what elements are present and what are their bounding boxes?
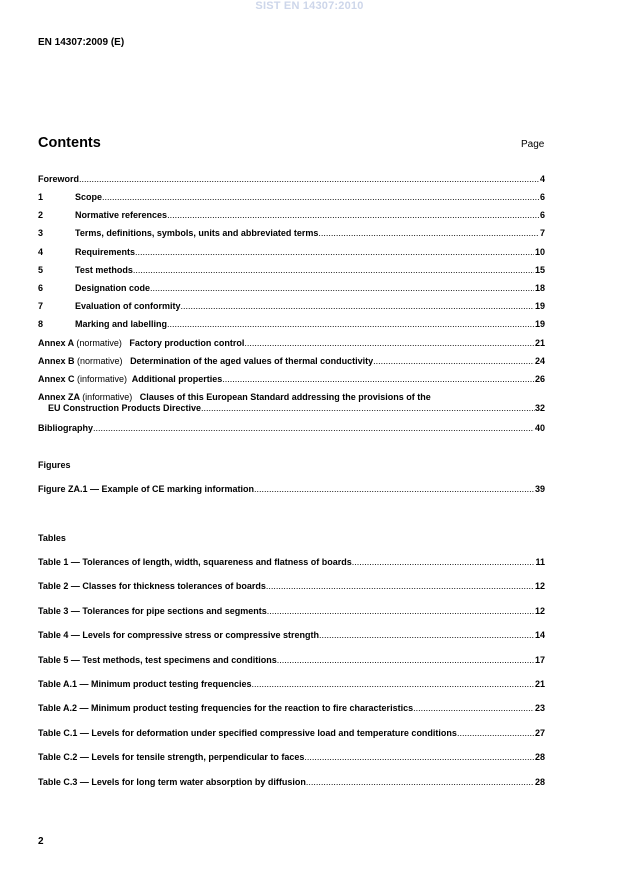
document-id: EN 14307:2009 (E) <box>38 37 125 48</box>
table-entry-page: 21 <box>534 679 545 689</box>
toc-entry-page: 26 <box>534 374 545 384</box>
figure-entry-page: 39 <box>534 484 545 494</box>
table-entry[interactable] <box>38 728 545 739</box>
table-entry-text: Table C.2 — Levels for tensile strength, perpendicular to faces <box>38 752 305 762</box>
toc-entry-page: 6 <box>539 210 545 220</box>
page-column-label: Page <box>521 139 545 150</box>
table-entry[interactable] <box>38 777 545 788</box>
table-entry[interactable] <box>38 703 545 714</box>
toc-entry-text-line2: EU Construction Products Directive <box>48 403 202 413</box>
toc-entry-page: 21 <box>534 338 545 348</box>
table-entry-page: 23 <box>534 703 545 713</box>
toc-entry-clause-6[interactable] <box>38 283 545 294</box>
toc-annex-type: (normative) <box>77 356 123 366</box>
tables-heading: Tables <box>38 533 66 543</box>
table-entry-page: 11 <box>535 557 545 567</box>
table-entry-page: 27 <box>534 728 545 738</box>
figures-heading: Figures <box>38 460 71 470</box>
toc-entry-bibliography[interactable] <box>38 423 545 434</box>
table-entry-text: Table A.2 — Minimum product testing frequencies for the reaction to fire characteristics <box>38 703 414 713</box>
toc-entry-text: Normative references <box>75 210 168 220</box>
toc-entry-text: Designation code <box>75 283 151 293</box>
table-entry-text: Table 2 — Classes for thickness tolerances of boards <box>38 581 266 591</box>
page-number: 2 <box>38 836 44 847</box>
table-entry[interactable] <box>38 606 545 617</box>
toc-entry-foreword[interactable] <box>38 174 545 185</box>
figure-entry-text: Figure ZA.1 — Example of CE marking information <box>38 484 255 494</box>
table-entry-text: Table 1 — Tolerances of length, width, squareness and flatness of boards <box>38 557 352 567</box>
toc-entry-annex-b[interactable] <box>38 356 545 367</box>
figure-entry[interactable] <box>38 484 545 495</box>
table-entry[interactable] <box>38 630 545 641</box>
table-entry-page: 14 <box>534 630 545 640</box>
table-entry-page: 28 <box>534 777 545 787</box>
toc-entry-number: 8 <box>38 319 44 329</box>
toc-entry-clause-8[interactable] <box>38 319 545 330</box>
toc-entry-number: 3 <box>38 228 44 238</box>
toc-entry-page: 4 <box>539 174 545 184</box>
toc-entry-page: 10 <box>534 247 545 257</box>
toc-entry-text: Determination of the aged values of thermal conductivity <box>130 356 374 366</box>
toc-entry-number: 6 <box>38 283 44 293</box>
watermark-text: SIST EN 14307:2010 <box>255 0 364 12</box>
table-entry-text: Table C.3 — Levels for long term water absorption by diffusion <box>38 777 306 787</box>
toc-annex-label: Annex ZA <box>38 392 80 402</box>
toc-entry-number: 5 <box>38 265 44 275</box>
toc-entry-annex-c[interactable] <box>38 374 545 385</box>
table-entry-text: Table 5 — Test methods, test specimens and conditions <box>38 655 277 665</box>
toc-entry-text: Factory production control <box>129 338 245 348</box>
toc-entry-clause-2[interactable] <box>38 210 545 221</box>
toc-entry-page: 15 <box>534 265 545 275</box>
toc-entry-page: 24 <box>534 356 545 366</box>
toc-entry-text: Additional properties <box>131 374 223 384</box>
toc-entry-page: 18 <box>534 283 545 293</box>
table-entry-text: Table C.1 — Levels for deformation under specified compressive load and temperature conditions <box>38 728 457 738</box>
toc-annex-label: Annex A <box>38 338 74 348</box>
toc-entry-text: Terms, definitions, symbols, units and abbreviated terms <box>75 228 319 238</box>
toc-entry-page: 40 <box>534 423 545 433</box>
toc-entry-page: 19 <box>534 301 545 311</box>
toc-entry-number: 1 <box>38 192 44 202</box>
page-title: Contents <box>38 135 101 151</box>
toc-entry-text: Foreword <box>38 174 80 184</box>
table-entry-text: Table 3 — Tolerances for pipe sections and segments <box>38 606 267 616</box>
toc-entry-number: 7 <box>38 301 44 311</box>
toc-entry-clause-4[interactable] <box>38 247 545 258</box>
table-entry-page: 28 <box>534 752 545 762</box>
table-entry-page: 12 <box>534 581 545 591</box>
toc-entry-number: 4 <box>38 247 44 257</box>
toc-annex-type: (informative) <box>82 392 133 402</box>
toc-entry-page: 19 <box>534 319 545 329</box>
toc-entry-text: Bibliography <box>38 423 94 433</box>
toc-annex-type: (informative) <box>77 374 128 384</box>
toc-entry-page: 32 <box>534 403 545 413</box>
table-entry-page: 17 <box>534 655 545 665</box>
table-entry[interactable] <box>38 679 545 690</box>
toc-entry-text: Scope <box>75 192 103 202</box>
toc-entry-clause-1[interactable] <box>38 192 545 203</box>
toc-entry-text-line1: Clauses of this European Standard addressing the provisions of the <box>139 392 431 402</box>
toc-annex-label: Annex B <box>38 356 75 366</box>
toc-entry-number: 2 <box>38 210 44 220</box>
toc-entry-clause-7[interactable] <box>38 301 545 312</box>
toc-annex-type: (normative) <box>76 338 122 348</box>
toc-entry-page: 6 <box>539 192 545 202</box>
toc-entry-text: Test methods <box>75 265 133 275</box>
toc-annex-label: Annex C <box>38 374 75 384</box>
toc-entry-annex-za[interactable] <box>38 392 545 414</box>
table-entry-text: Table 4 — Levels for compressive stress or compressive strength <box>38 630 319 640</box>
table-entry-text: Table A.1 — Minimum product testing frequencies <box>38 679 252 689</box>
toc-entry-text: Marking and labelling <box>75 319 168 329</box>
table-entry-page: 12 <box>534 606 545 616</box>
toc-entry-text: Requirements <box>75 247 136 257</box>
toc-entry-clause-5[interactable] <box>38 265 545 276</box>
toc-entry-clause-3[interactable] <box>38 228 545 239</box>
table-entry[interactable] <box>38 581 545 592</box>
table-entry[interactable] <box>38 655 545 666</box>
table-entry[interactable] <box>38 557 545 568</box>
toc-entry-annex-a[interactable] <box>38 338 545 349</box>
toc-entry-text: Evaluation of conformity <box>75 301 181 311</box>
toc-entry-page: 7 <box>539 228 545 238</box>
table-entry[interactable] <box>38 752 545 763</box>
